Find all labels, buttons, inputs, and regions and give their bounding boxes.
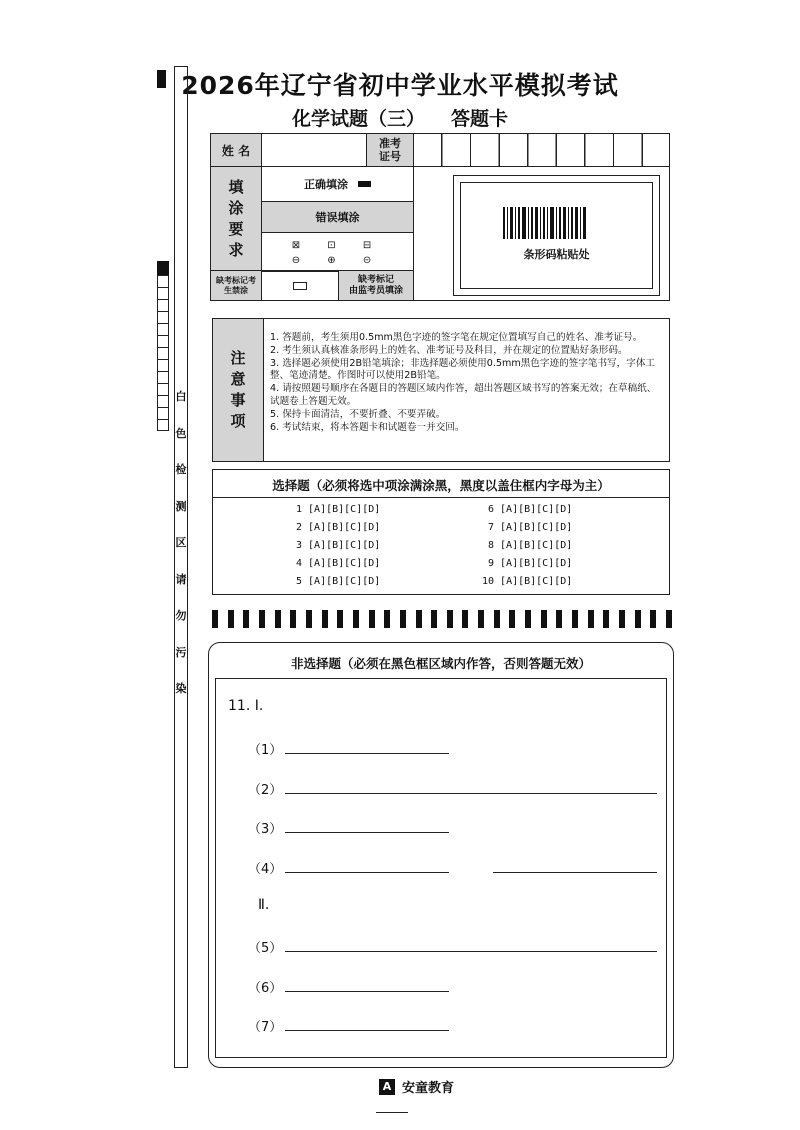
timing-mark bbox=[337, 610, 343, 628]
brand-logo-icon: A bbox=[379, 1079, 395, 1095]
choice-item-7[interactable]: 7 [A][B][C][D] bbox=[488, 522, 573, 533]
alignment-mark bbox=[157, 70, 166, 88]
notices-list bbox=[270, 332, 665, 434]
blank-label-7: （7） bbox=[248, 1020, 283, 1035]
answer-line-3[interactable] bbox=[285, 832, 449, 833]
timing-mark bbox=[525, 610, 531, 628]
absent-mark-box-area bbox=[261, 270, 339, 301]
wrong-fill-label: 错误填涂 bbox=[261, 201, 414, 233]
timing-mark bbox=[322, 610, 328, 628]
fill-requirement-label: 填 涂 要 求 bbox=[210, 166, 262, 271]
answer-line-4a[interactable] bbox=[285, 872, 449, 873]
blank-label-6: （6） bbox=[248, 981, 283, 996]
nonchoice-heading: 非选择题（必须在黑色框区域内作答，否则答题无效） bbox=[290, 656, 591, 671]
barcode-label: 条形码粘贴处 bbox=[523, 248, 590, 261]
timing-mark bbox=[228, 610, 234, 628]
choice-heading: 选择题（必须将选中项涂满涂黑，黑度以盖住框内字母为主） bbox=[272, 478, 610, 493]
choice-item-1[interactable]: 1 [A][B][C][D] bbox=[296, 504, 381, 515]
timing-mark bbox=[556, 610, 562, 628]
exam-no-label: 准考 证号 bbox=[366, 133, 414, 167]
page-subtitle bbox=[0, 104, 800, 131]
footer-rule bbox=[376, 1112, 408, 1113]
correct-fill-mark bbox=[358, 181, 371, 187]
choice-item-5[interactable]: 5 [A][B][C][D] bbox=[296, 576, 381, 587]
notice-item: 5. 保持卡面清洁，不要折叠、不要弄破。 bbox=[270, 408, 446, 420]
answer-line-1[interactable] bbox=[285, 753, 449, 754]
absent-mark-proctor-label: 缺考标记 由监考员填涂 bbox=[338, 270, 414, 301]
timing-mark bbox=[384, 610, 390, 628]
question-11-label: 11. Ⅰ. bbox=[228, 698, 264, 714]
choice-item-8[interactable]: 8 [A][B][C][D] bbox=[488, 540, 573, 551]
answer-line-4b[interactable] bbox=[493, 872, 657, 873]
timing-mark bbox=[650, 610, 656, 628]
timing-mark bbox=[243, 610, 249, 628]
timing-mark bbox=[509, 610, 515, 628]
wrong-fill-examples: ⊠ ⊡ ⊟ ⊖ ⊕ ⊝ bbox=[261, 232, 414, 272]
notice-item: 2. 考生须认真核准条形码上的姓名、准考证号及科目，并在规定的位置贴好条形码。 bbox=[270, 344, 628, 356]
blank-label-2: （2） bbox=[248, 783, 283, 798]
nonchoice-answer-frame bbox=[215, 678, 667, 1058]
timing-mark bbox=[541, 610, 547, 628]
timing-mark bbox=[353, 610, 359, 628]
absent-mark-label: 缺考标记考生禁涂 bbox=[210, 270, 262, 301]
timing-mark bbox=[635, 610, 641, 628]
timing-mark bbox=[369, 610, 375, 628]
timing-mark bbox=[400, 610, 406, 628]
timing-mark bbox=[275, 610, 281, 628]
notice-item: 6. 考试结束，将本答题卡和试题卷一并交回。 bbox=[270, 421, 465, 433]
exam-no-boxes[interactable] bbox=[413, 133, 670, 167]
timing-mark bbox=[431, 610, 437, 628]
choice-item-6[interactable]: 6 [A][B][C][D] bbox=[488, 504, 573, 515]
page-title: 2026年辽宁省初中学业水平模拟考试 bbox=[181, 71, 619, 100]
side-detection-text: 白 色 检 测 区 请 勿 污 染 bbox=[175, 390, 187, 695]
brand-name: 安童教育 bbox=[402, 1081, 455, 1096]
answer-line-7[interactable] bbox=[285, 1030, 449, 1031]
choice-item-2[interactable]: 2 [A][B][C][D] bbox=[296, 522, 381, 533]
timing-mark bbox=[306, 610, 312, 628]
timing-mark bbox=[290, 610, 296, 628]
timing-mark bbox=[619, 610, 625, 628]
blank-label-3: （3） bbox=[248, 822, 283, 837]
timing-mark bbox=[259, 610, 265, 628]
choice-item-9[interactable]: 9 [A][B][C][D] bbox=[488, 558, 573, 569]
timing-mark bbox=[212, 610, 218, 628]
absent-mark-box[interactable] bbox=[293, 282, 307, 290]
notice-item: 4. 请按照题号顺序在各题目的答题区域内作答，超出答题区域书写的答案无效；在草稿纸、试题卷上答题无效。 bbox=[270, 383, 657, 407]
choice-divider bbox=[212, 497, 670, 498]
choice-item-3[interactable]: 3 [A][B][C][D] bbox=[296, 540, 381, 551]
timing-mark bbox=[572, 610, 578, 628]
timing-mark bbox=[603, 610, 609, 628]
timing-mark bbox=[666, 610, 672, 628]
name-label: 姓 名 bbox=[210, 133, 262, 167]
answer-line-2[interactable] bbox=[285, 793, 657, 794]
barcode-icon bbox=[503, 207, 587, 239]
notices-heading: 注 意 事 项 bbox=[212, 318, 264, 462]
answer-line-6[interactable] bbox=[285, 991, 449, 992]
timing-mark bbox=[478, 610, 484, 628]
blank-label-1: （1） bbox=[248, 743, 283, 758]
part-2-label: Ⅱ. bbox=[258, 897, 270, 913]
notice-item: 3. 选择题必须使用2B铅笔填涂；非选择题必须使用0.5mm黑色字迹的签字笔书写，字体工整、笔迹清楚。作图时可以使用2B铅笔。 bbox=[270, 357, 656, 382]
timing-mark bbox=[447, 610, 453, 628]
timing-mark bbox=[588, 610, 594, 628]
choice-item-10[interactable]: 10 [A][B][C][D] bbox=[482, 576, 573, 587]
subtitle-card: 答题卡 bbox=[451, 108, 509, 130]
footer-brand bbox=[379, 1077, 454, 1096]
correct-fill-row: 正确填涂 bbox=[261, 166, 414, 202]
blank-label-5: （5） bbox=[248, 941, 283, 956]
timing-mark bbox=[462, 610, 468, 628]
subtitle-subject: 化学试题（三） bbox=[291, 108, 425, 130]
notice-item: 1. 答题前，考生须用0.5mm黑色字迹的签字笔在规定位置填写自己的姓名、准考证号。 bbox=[270, 332, 643, 343]
name-field[interactable] bbox=[261, 133, 367, 167]
blank-label-4: （4） bbox=[248, 862, 283, 877]
timing-mark bbox=[494, 610, 500, 628]
timing-mark bbox=[416, 610, 422, 628]
timing-gauge bbox=[157, 261, 169, 433]
answer-line-5[interactable] bbox=[285, 951, 657, 952]
choice-item-4[interactable]: 4 [A][B][C][D] bbox=[296, 558, 381, 569]
